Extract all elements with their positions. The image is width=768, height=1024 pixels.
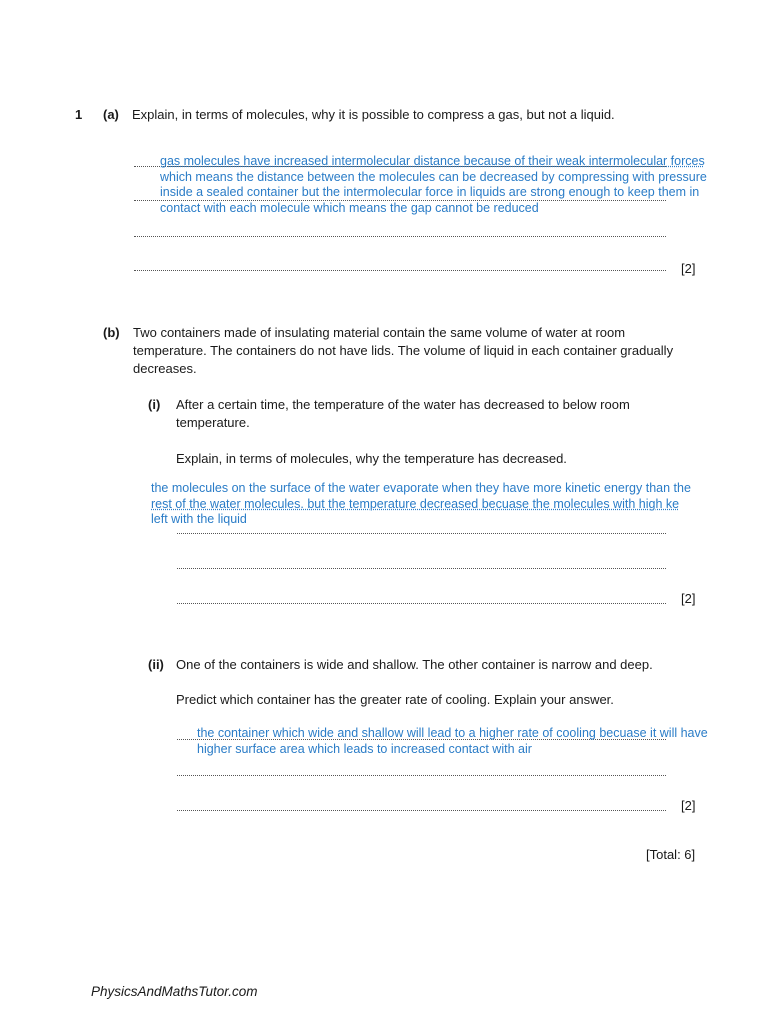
part-a-prompt: Explain, in terms of molecules, why it is possible to compress a gas, but not a liquid.: [132, 107, 615, 122]
sub-i-prompt: Explain, in terms of molecules, why the temperature has decreased.: [176, 451, 567, 466]
part-b-intro: [133, 324, 713, 378]
sub-ii-answer: [197, 726, 757, 757]
answer-line[interactable]: [177, 603, 666, 604]
statement-line: temperature.: [176, 415, 250, 430]
answer-text-line: contact with each molecule which means the gap cannot be reduced: [160, 200, 539, 215]
answer-text-line: left with the liquid: [151, 512, 247, 526]
intro-line: temperature. The containers do not have lids. The volume of liquid in each container gradually: [133, 343, 674, 358]
answer-text-line: which means the distance between the molecules can be decreased by compressing with pressure: [160, 169, 707, 184]
answer-line[interactable]: [177, 810, 666, 811]
answer-text-line: higher surface area which leads to increased contact with air: [197, 741, 532, 756]
answer-line[interactable]: [134, 236, 666, 237]
answer-text-line: gas molecules have increased intermolecular distance because of their weak intermolecular forces: [160, 154, 705, 168]
sub-ii-marks: [2]: [681, 798, 696, 813]
part-a-answer: [160, 154, 750, 216]
sub-i-marks: [2]: [681, 591, 696, 606]
part-b-label: (b): [103, 325, 120, 340]
answer-line[interactable]: [134, 270, 666, 271]
sub-i-answer: [151, 481, 751, 528]
answer-text-line: the container which wide and shallow will lead to a higher rate of cooling becuase it will have: [197, 726, 708, 740]
total-marks: [Total: 6]: [646, 847, 696, 862]
part-a-label: (a): [103, 107, 119, 122]
answer-line[interactable]: [177, 568, 666, 569]
answer-line[interactable]: [177, 533, 666, 534]
sub-ii-prompt: Predict which container has the greater rate of cooling. Explain your answer.: [176, 692, 614, 707]
answer-text-line: inside a sealed container but the intermolecular force in liquids are strong enough to keep them in: [160, 185, 700, 199]
answer-text-line: rest of the water molecules. but the temperature decreased becuase the molecules with high ke: [151, 496, 680, 511]
sub-ii-statement: One of the containers is wide and shallow. The other container is narrow and deep.: [176, 657, 653, 672]
intro-line: Two containers made of insulating material contain the same volume of water at room: [133, 325, 626, 340]
sub-i-statement: [176, 396, 716, 432]
intro-line: decreases.: [133, 361, 197, 376]
answer-text-line: the molecules on the surface of the water evaporate when they have more kinetic energy than the: [151, 481, 691, 495]
question-number: 1: [75, 107, 83, 122]
part-a-marks: [2]: [681, 261, 696, 276]
statement-line: After a certain time, the temperature of the water has decreased to below room: [176, 397, 630, 412]
answer-line[interactable]: [177, 775, 666, 776]
sub-i-label: (i): [148, 397, 161, 412]
sub-ii-label: (ii): [148, 657, 164, 672]
footer-site-name: PhysicsAndMathsTutor.com: [91, 984, 258, 999]
